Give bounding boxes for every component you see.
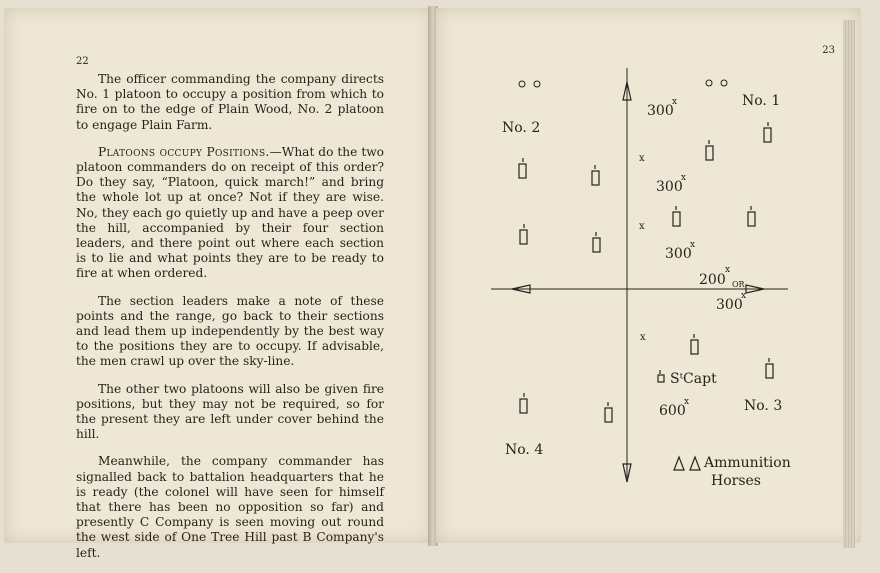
section-markers <box>519 122 773 422</box>
svg-text:x: x <box>681 173 687 183</box>
range-marks <box>639 153 646 343</box>
paragraph-1: The officer commanding the company directs No. 1 platoon to occupy a position from which to fire on to the edge of Plain Wood, No. 2 platoon to engage Plain Farm. <box>76 72 384 132</box>
platoon-label-no3: No. 3 <box>744 398 783 414</box>
page-number-right: 23 <box>822 45 835 56</box>
x-mark: x <box>639 221 645 232</box>
section-marker-icon <box>673 206 680 226</box>
svg-text:x: x <box>690 240 696 250</box>
range-label <box>647 97 677 119</box>
left-page <box>4 8 432 560</box>
ammunition-horse-icons <box>674 457 700 470</box>
section-marker-icon <box>766 358 773 378</box>
platoon-label-no4: No. 4 <box>505 442 544 458</box>
section-marker-icon <box>592 165 599 185</box>
svg-text:200: 200 <box>699 272 726 288</box>
section-marker-icon <box>520 393 527 413</box>
section-marker-icon <box>605 402 612 422</box>
platoon-label-no2: No. 2 <box>502 120 541 136</box>
range-label <box>656 173 686 195</box>
page-number-left: 22 <box>76 56 89 67</box>
section-heading: Platoons occupy Positions. <box>98 144 270 159</box>
svg-text:300: 300 <box>665 246 692 262</box>
svg-text:x: x <box>725 265 731 275</box>
paragraph-3: The section leaders make a note of these points and the range, go back to their sections and lead them up independently by the best way to the positions they are to occupy. If advisable, the men crawl up over the sky-line. <box>76 293 384 369</box>
marker-circles-right <box>706 80 727 86</box>
range-label <box>665 240 695 262</box>
section-marker-icon <box>691 334 698 354</box>
x-mark: x <box>639 153 645 164</box>
section-marker-icon <box>748 206 755 226</box>
section-marker-icon <box>519 158 526 178</box>
horses-label: Horses <box>711 473 761 489</box>
svg-text:600: 600 <box>659 403 686 419</box>
paragraph-5: Meanwhile, the company commander has signalled back to battalion headquarters that he is ready (the colonel will have seen for himself that there has been no opposition so far) and presently C Company is seen moving out round the west side of One Tree Hill past B Company's left. <box>76 454 384 560</box>
section-marker-icon <box>593 232 600 252</box>
svg-text:x: x <box>741 291 747 301</box>
platoon-label-no1: No. 1 <box>742 93 781 109</box>
range-label <box>659 397 689 419</box>
svg-text:300: 300 <box>716 297 743 313</box>
svg-text:x: x <box>684 397 690 407</box>
marker-circles-left <box>519 81 540 87</box>
svg-text:300: 300 <box>647 103 674 119</box>
svg-text:x: x <box>672 97 678 107</box>
section-marker-icon <box>706 140 713 160</box>
section-marker-icon <box>520 224 527 244</box>
svg-text:300: 300 <box>656 179 683 195</box>
right-page <box>436 8 861 543</box>
svg-text:OR: OR <box>732 280 745 289</box>
ammunition-label: Ammunition <box>704 455 791 471</box>
captain-label: SᵗCapt <box>670 371 717 387</box>
section-marker-icon <box>764 122 771 142</box>
paragraph-4: The other two platoons will also be given fire positions, but they may not be required, so for the present they are left under cover behind the hill. <box>76 381 384 442</box>
body-text <box>76 72 384 573</box>
x-mark: x <box>640 332 646 343</box>
deployment-diagram <box>436 8 861 543</box>
section-marker-icon <box>658 370 664 382</box>
paragraph-2: Platoons occupy Positions.—What do the two platoon commanders do on receipt of this order? Do they say, “Platoon, quick march!” and bring the whole lot up at once? Not if they are wise. No, they each go quietly up and have a peep over the hill, accompanied by their four section leaders, and there point out where each section is to lie and what points they are to be ready to fire at when ordered. <box>76 144 384 281</box>
